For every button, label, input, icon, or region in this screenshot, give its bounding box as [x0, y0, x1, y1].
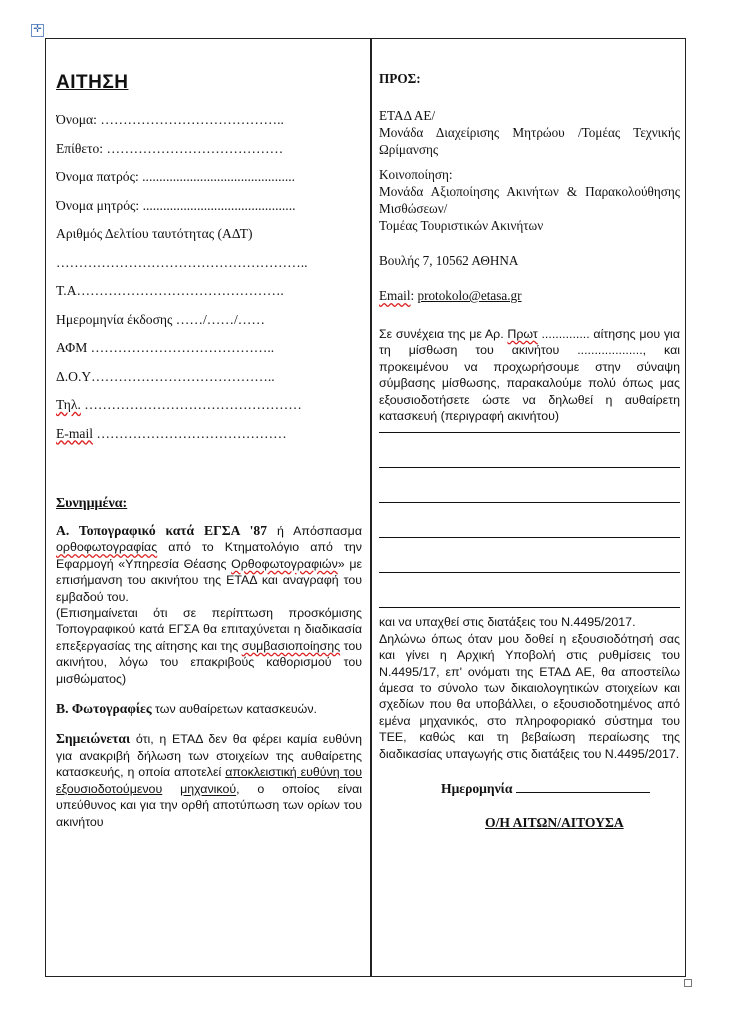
declaration: Δηλώνω όπως όταν μου δοθεί η εξουσιοδότησή σας και γίνει η Αρχική Υποβολή στις ρυθμίσεις του Ν.4495/17, επ' ονόματι της ΕΤΑΔ ΑΕ, θα αποστείλω άμεσα το σύνολο των δικαιολογητικών στοιχείων και σχεδίων που θα υποβάλλει, ο εξουσιοδοτημένος από εμένα μηχανικός, στο πληροφοριακό σύστημα του ΤΕΕ, καθώς και τη βεβαίωση περαίωσης της διαδικασίας υπαγωγής στις διατάξεις του Ν.4495/2017. [379, 631, 680, 761]
cc-label: Κοινοποίηση: [379, 167, 453, 182]
law-reference: και να υπαχθεί στις διατάξεις του Ν.4495/2017. [379, 615, 636, 630]
address: Βουλής 7, 10562 ΑΘΗΝΑ [379, 253, 519, 268]
field-email [56, 426, 362, 455]
attachment-item-a [56, 523, 362, 605]
column-divider [370, 38, 372, 977]
field-issue-date: Ημερομηνία έκδοσης ……/……/…… [56, 311, 265, 327]
item-b-heading: Β. Φωτογραφίες [56, 701, 152, 717]
item-a-text-3: » με επισήμανση του ακινήτου της ΕΤΑΔ και αναγραφή του εμβαδού του. [56, 556, 362, 604]
item-a-misspelled-1: ορθοφωτογραφίας [56, 540, 158, 555]
description-line-2[interactable] [379, 433, 680, 468]
field-mother-name: Όνομα μητρός: ............................................. [56, 197, 296, 213]
email-link[interactable]: protokolo@etasa.gr [417, 288, 522, 303]
email-label-right: Email [379, 288, 411, 303]
notice-text-1: ότι, η ΕΤΑΔ δεν θα φέρει καμία ευθύνη για ανακριβή δήλωση των στοιχείων της αυθαίρετης κατασκευής, η οποία αποτελεί [56, 732, 362, 780]
field-tax-id: ΑΦΜ ………………………………….. [56, 340, 275, 355]
notice-underline-2: μηχανικού [180, 781, 237, 796]
note-misspelled: συμβασιοποίησης [241, 638, 341, 653]
field-phone [56, 397, 362, 426]
description-line-4[interactable] [379, 503, 680, 538]
item-a-misspelled-2: Ορθοφωτογραφιών [231, 556, 338, 571]
attachment-item-b [56, 701, 362, 717]
recipient-org: ΕΤΑΔ ΑΕ/ [379, 108, 436, 123]
item-b-text: των αυθαίρετων κατασκευών. [151, 702, 317, 717]
description-line-3[interactable] [379, 468, 680, 503]
date-label: Ημερομηνία [441, 781, 513, 797]
request-text-2: .............. αίτησης μου για τη μίσθωση του ακινήτου ..................., και προκειμένου να προχωρήσουμε στην σύναψη σύμβασης μίσθωσης, παρακαλούμε πολύ όπως μας εξουσιοδοτήσετε ώστε να δηλωθεί η αυθαίρετη κατασκευή (περιγραφή ακινήτου) [379, 327, 680, 424]
field-tax-office: Δ.Ο.Υ………………………………….. [56, 368, 275, 384]
table-resize-handle[interactable] [684, 979, 692, 987]
cc-sector: Τομέας Τουριστικών Ακινήτων [379, 218, 544, 233]
email-dots: …………………………………… [93, 425, 287, 441]
to-label: ΠΡΟΣ: [379, 71, 421, 86]
notice-underline-1: αποκλειστική ευθύνη του εξουσιοδοτούμενου [56, 765, 362, 796]
field-father-name: Όνομα πατρός: ............................................. [56, 169, 296, 184]
form-title: ΑΙΤΗΣΗ [56, 72, 129, 93]
request-misspelled: Πρωτ [507, 327, 538, 341]
notice-heading: Σημειώνεται [56, 731, 131, 747]
date-input-line[interactable] [516, 780, 650, 793]
request-text-1: Σε συνέχεια της με Αρ. [379, 327, 508, 341]
email-label: E-mail [56, 425, 93, 441]
table-move-handle-icon[interactable]: ✛ [31, 24, 44, 37]
description-line-1[interactable] [379, 424, 680, 433]
email-row: Email: protokolo@etasa.gr [379, 288, 522, 303]
field-id-card-label: Αριθμός Δελτίου ταυτότητας (ΑΔΤ) [56, 226, 253, 241]
item-a-text-2: από το Κτηματολόγιο από την Εφαρμογή «Υπηρεσία Θέασης [56, 540, 362, 571]
notice-space [162, 782, 180, 796]
description-line-6[interactable] [379, 573, 680, 608]
notice-text-2: , ο οποίος είναι υπεύθυνος και για την ορθή αποτύπωση των ορίων του ακινήτου [56, 781, 362, 829]
field-name: Όνομα: ………………………………….. [56, 112, 284, 127]
description-line-5[interactable] [379, 538, 680, 573]
liability-notice [56, 731, 362, 829]
field-id-card-dots: ……………………………………………….. [56, 254, 308, 270]
date-row [379, 780, 680, 797]
recipient-unit: Μονάδα Διαχείρισης Μητρώου /Τομέας Τεχνικής Ωρίμανσης [379, 125, 680, 157]
note-text-2: του ακινήτου, λόγω του επακριβούς καθορισμού του μισθώματος) [56, 638, 362, 686]
field-surname: Επίθετο: ………………………………… [56, 140, 284, 156]
phone-label: Τηλ. [56, 397, 81, 412]
phone-dots: ………………………………………… [80, 397, 302, 412]
recipient-column [379, 70, 680, 831]
field-issuing-authority: Τ.Α………………………………………. [56, 283, 284, 298]
applicant-column [56, 72, 362, 830]
item-a-heading: Α. Τοπογραφικό κατά ΕΓΣΑ '87 [56, 523, 268, 538]
request-body [379, 326, 680, 424]
cc-unit: Μονάδα Αξιοποίησης Ακινήτων & Παρακολούθησης Μισθώσεων/ [379, 184, 680, 216]
attachments-title: Συνημμένα: [56, 496, 128, 511]
note-text-1: (Επισημαίνεται ότι σε περίπτωση προσκόμισης Τοπογραφικού κατά ΕΓΣΑ θα επιταχύνεται η διαδικασία επεξεργασίας της αίτησης και της [56, 606, 362, 653]
attachment-note [56, 605, 362, 687]
item-a-text-1: ή Απόσπασμα [267, 524, 362, 538]
signature-label: Ο/Η ΑΙΤΩΝ/ΑΙΤΟΥΣΑ [485, 815, 624, 831]
